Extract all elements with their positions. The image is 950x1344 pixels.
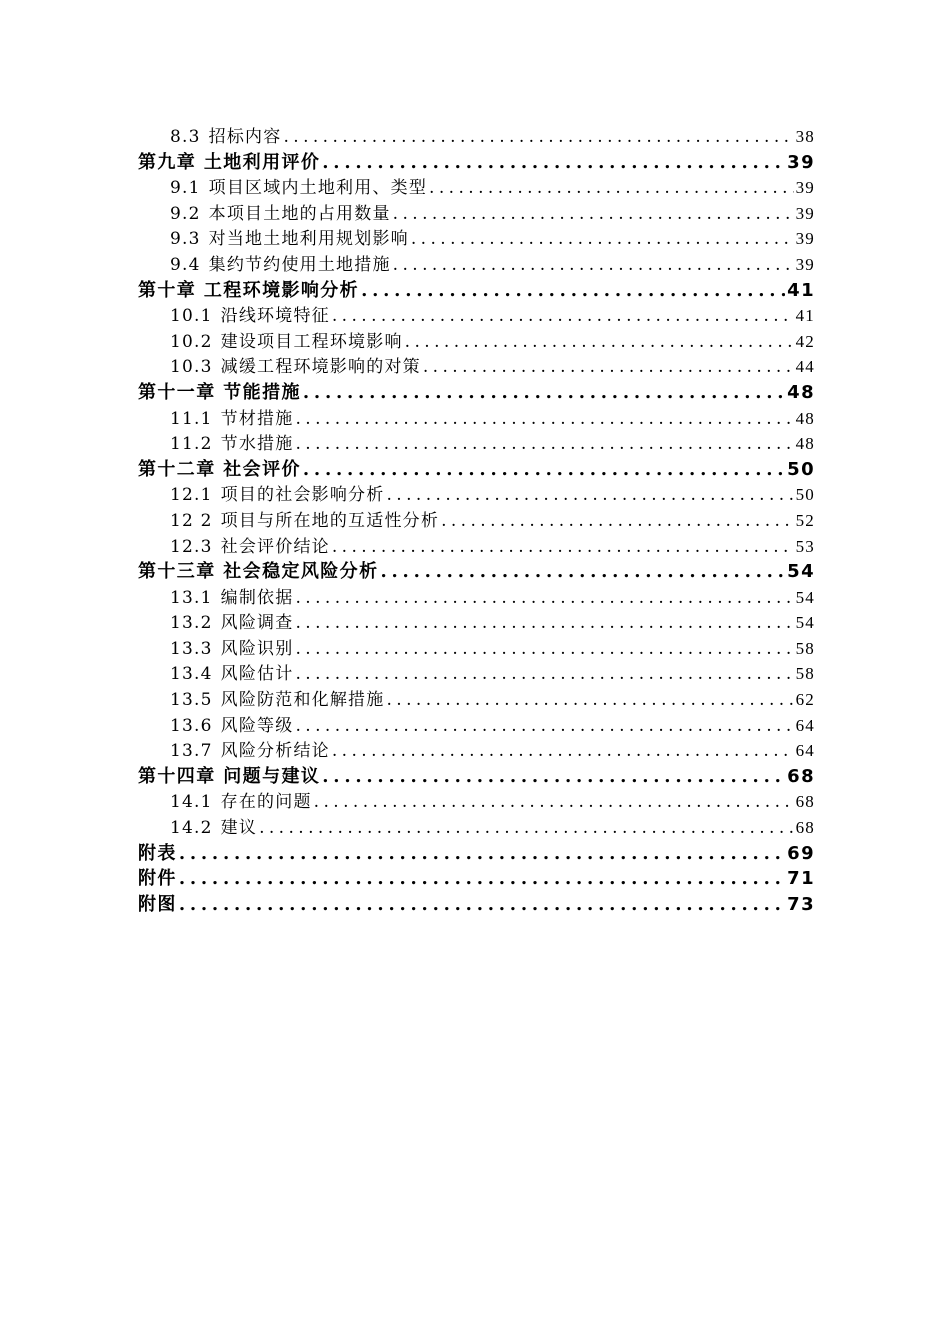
toc-dot-leader (386, 483, 793, 508)
toc-entry-page-number: 41 (787, 279, 815, 301)
toc-entry-title: 节材措施 (220, 408, 294, 429)
toc-section-entry[interactable] (138, 815, 815, 841)
toc-entry-page-number: 64 (795, 741, 815, 761)
toc-dot-leader (361, 278, 785, 304)
toc-entry-title: 社会评价结论 (220, 536, 330, 557)
toc-entry-title: 沿线环境特征 (220, 306, 330, 327)
toc-entry-title: 附图 (138, 893, 177, 915)
toc-section-entry[interactable] (138, 585, 815, 611)
toc-entry-page-number: 52 (795, 510, 815, 530)
toc-section-entry[interactable] (138, 354, 815, 380)
toc-dot-leader (259, 816, 794, 841)
toc-section-entry[interactable] (138, 789, 815, 815)
toc-chapter-entry[interactable] (138, 764, 815, 790)
toc-entry-number: 9.3 (170, 229, 201, 250)
toc-entry-title: 风险识别 (220, 638, 294, 659)
toc-entry-page-number: 39 (795, 203, 815, 223)
toc-dot-leader (423, 355, 794, 380)
toc-dot-leader (283, 125, 793, 150)
toc-entry-number: 11.1 (170, 408, 213, 429)
toc-section-entry[interactable] (138, 636, 815, 662)
toc-entry-number: 8.3 (170, 127, 201, 147)
toc-entry-page-number: 42 (795, 331, 815, 351)
toc-entry-page-number: 50 (787, 458, 815, 480)
toc-entry-title: 第十四章 问题与建议 (138, 765, 321, 787)
toc-entry-title: 第十二章 社会评价 (138, 458, 301, 480)
toc-entry-title: 编制依据 (220, 587, 294, 608)
toc-entry-title: 本项目土地的占用数量 (208, 203, 391, 224)
toc-dot-leader (179, 892, 785, 918)
toc-entry-page-number: 48 (787, 381, 815, 403)
toc-section-entry[interactable] (138, 252, 815, 278)
toc-dot-leader (332, 304, 794, 329)
toc-section-entry[interactable] (138, 175, 815, 201)
toc-dot-leader (322, 764, 785, 790)
toc-entry-page-number: 48 (795, 408, 815, 428)
toc-entry-title: 对当地土地利用规划影响 (208, 229, 409, 250)
toc-dot-leader (303, 380, 785, 406)
toc-dot-leader (295, 432, 793, 457)
toc-entry-page-number: 44 (795, 357, 815, 377)
toc-entry-title: 存在的问题 (220, 792, 312, 813)
toc-entry-title: 风险估计 (220, 664, 294, 685)
toc-entry-title: 节水措施 (220, 434, 294, 455)
toc-entry-number: 12.3 (170, 536, 213, 557)
table-of-contents (138, 124, 815, 917)
toc-section-entry[interactable] (138, 610, 815, 636)
toc-entry-title: 风险等级 (220, 715, 294, 736)
toc-entry-title: 第九章 土地利用评价 (138, 151, 321, 173)
toc-dot-leader (295, 637, 793, 662)
toc-entry-page-number: 54 (795, 587, 815, 607)
toc-entry-title: 附件 (138, 868, 177, 890)
toc-entry-title: 第十三章 社会稳定风险分析 (138, 561, 379, 583)
toc-entry-number: 13.6 (170, 715, 213, 736)
toc-section-entry[interactable] (138, 508, 815, 534)
toc-entry-number: 9.4 (170, 254, 201, 275)
toc-section-entry[interactable] (138, 738, 815, 764)
toc-entry-title: 项目区域内土地利用、类型 (208, 178, 428, 199)
toc-entry-number: 9.2 (170, 203, 201, 224)
toc-entry-page-number: 54 (787, 561, 815, 583)
toc-dot-leader (322, 150, 785, 176)
toc-entry-title: 项目与所在地的互适性分析 (220, 510, 440, 531)
toc-entry-number: 14.2 (170, 818, 213, 839)
toc-entry-number: 13.2 (170, 613, 213, 634)
toc-dot-leader (295, 714, 793, 739)
toc-entry-title: 风险防范和化解措施 (220, 690, 385, 711)
toc-section-entry[interactable] (138, 303, 815, 329)
toc-entry-title: 项目的社会影响分析 (220, 485, 385, 506)
toc-entry-page-number: 64 (795, 715, 815, 735)
toc-chapter-entry[interactable] (138, 150, 815, 176)
toc-dot-leader (295, 586, 793, 611)
toc-entry-page-number: 39 (795, 178, 815, 198)
toc-entry-page-number: 41 (795, 306, 815, 326)
toc-entry-page-number: 62 (795, 690, 815, 710)
toc-section-entry[interactable] (138, 661, 815, 687)
toc-dot-leader (380, 559, 785, 585)
toc-entry-title: 集约节约使用土地措施 (208, 254, 391, 275)
toc-dot-leader (393, 253, 794, 278)
toc-section-entry[interactable] (138, 482, 815, 508)
toc-dot-leader (179, 866, 785, 892)
toc-dot-leader (295, 407, 793, 432)
toc-entry-title: 建议 (220, 818, 258, 839)
toc-chapter-entry[interactable] (138, 457, 815, 483)
toc-dot-leader (332, 739, 794, 764)
toc-entry-page-number: 68 (787, 765, 815, 787)
toc-entry-number: 10.2 (170, 331, 213, 352)
toc-entry-page-number: 58 (795, 664, 815, 684)
toc-dot-leader (332, 535, 794, 560)
toc-chapter-entry[interactable] (138, 559, 815, 585)
toc-section-entry[interactable] (138, 329, 815, 355)
toc-section-entry[interactable] (138, 406, 815, 432)
toc-entry-page-number: 48 (795, 434, 815, 454)
toc-entry-title: 第十章 工程环境影响分析 (138, 279, 360, 301)
toc-dot-leader (295, 662, 793, 687)
toc-section-entry[interactable] (138, 687, 815, 713)
toc-entry-number: 13.5 (170, 690, 213, 711)
toc-entry-page-number: 68 (795, 792, 815, 812)
toc-entry-number: 14.1 (170, 792, 213, 813)
toc-entry-number: 13.1 (170, 587, 213, 608)
toc-entry-page-number: 68 (795, 818, 815, 838)
toc-chapter-entry[interactable] (138, 892, 815, 918)
toc-section-entry[interactable] (138, 201, 815, 227)
toc-entry-page-number: 38 (795, 127, 815, 146)
toc-dot-leader (314, 790, 794, 815)
toc-entry-page-number: 39 (795, 254, 815, 274)
toc-entry-page-number: 73 (787, 893, 815, 915)
toc-entry-page-number: 69 (787, 842, 815, 864)
toc-entry-page-number: 39 (787, 151, 815, 173)
toc-chapter-entry[interactable] (138, 380, 815, 406)
toc-entry-title: 减缓工程环境影响的对策 (220, 357, 421, 378)
toc-section-entry[interactable] (138, 534, 815, 560)
toc-section-entry[interactable] (138, 431, 815, 457)
toc-dot-leader (411, 227, 794, 252)
toc-entry-number: 13.3 (170, 638, 213, 659)
toc-entry-page-number: 39 (795, 229, 815, 249)
toc-section-entry[interactable] (138, 124, 815, 150)
toc-entry-page-number: 50 (795, 485, 815, 505)
toc-entry-number: 13.4 (170, 664, 213, 685)
toc-section-entry[interactable] (138, 226, 815, 252)
toc-chapter-entry[interactable] (138, 278, 815, 304)
toc-entry-number: 12.1 (170, 485, 213, 506)
toc-entry-number: 13.7 (170, 741, 213, 762)
toc-entry-number: 10.1 (170, 306, 213, 327)
toc-dot-leader (386, 688, 793, 713)
toc-dot-leader (405, 330, 794, 355)
toc-dot-leader (429, 176, 794, 201)
toc-entry-page-number: 53 (795, 536, 815, 556)
toc-dot-leader (295, 611, 793, 636)
toc-entry-page-number: 71 (787, 868, 815, 890)
toc-entry-page-number: 54 (795, 613, 815, 633)
toc-chapter-entry[interactable] (138, 841, 815, 867)
toc-dot-leader (393, 202, 794, 227)
toc-entry-number: 10.3 (170, 357, 213, 378)
toc-entry-number: 12 2 (170, 510, 213, 531)
toc-section-entry[interactable] (138, 713, 815, 739)
toc-entry-number: 9.1 (170, 178, 201, 199)
toc-entry-title: 建设项目工程环境影响 (220, 331, 403, 352)
toc-entry-title: 附表 (138, 842, 177, 864)
toc-entry-title: 招标内容 (208, 127, 282, 147)
toc-dot-leader (441, 509, 794, 534)
toc-chapter-entry[interactable] (138, 866, 815, 892)
toc-entry-title: 第十一章 节能措施 (138, 381, 301, 403)
toc-entry-title: 风险分析结论 (220, 741, 330, 762)
toc-dot-leader (179, 841, 785, 867)
toc-entry-page-number: 58 (795, 638, 815, 658)
toc-entry-title: 风险调查 (220, 613, 294, 634)
toc-entry-number: 11.2 (170, 434, 213, 455)
toc-dot-leader (303, 457, 785, 483)
